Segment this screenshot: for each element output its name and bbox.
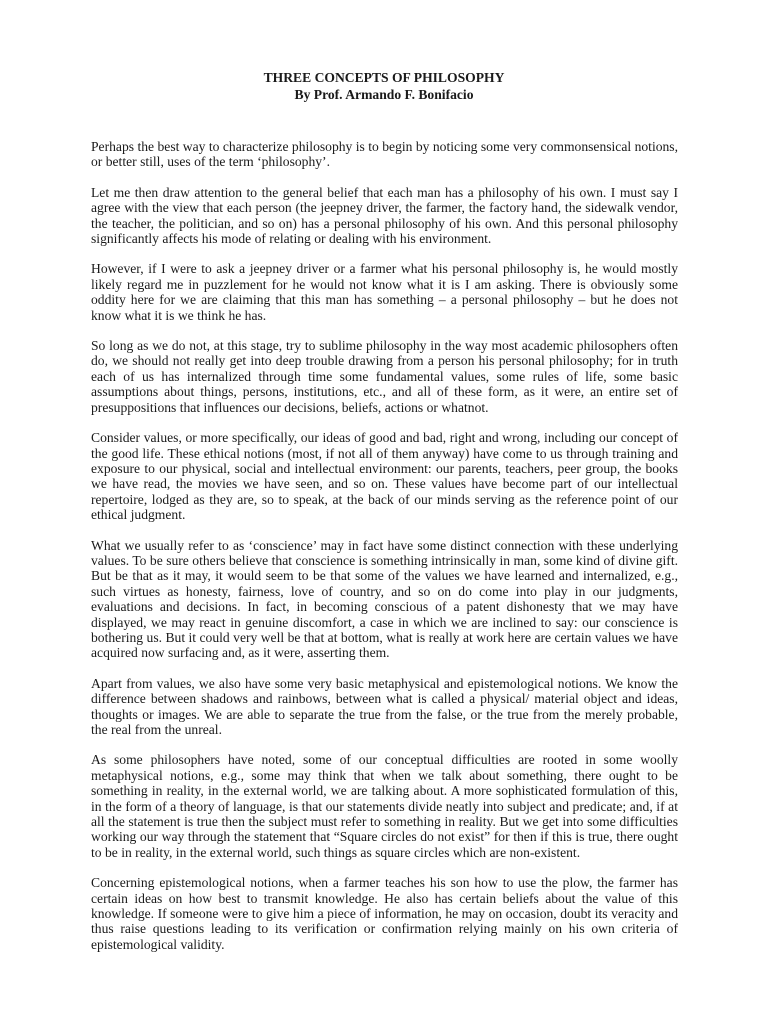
paragraph-2: Let me then draw attention to the general belief that each man has a philosophy of his own. I must say I agree with the view that each person (the jeepney driver, the farmer, the factory hand, the sidewalk vendor, the teacher, the politician, and so on) has a personal philosophy of his own. And this personal philosophy significantly affects his mode of relating or dealing with his environment. xyxy=(91,184,678,247)
title-block xyxy=(0,69,768,103)
paragraph-1: Perhaps the best way to characterize philosophy is to begin by noticing some very commonsensical notions, or better still, uses of the term ‘philosophy’. xyxy=(91,139,678,170)
paragraph-5: Consider values, or more specifically, our ideas of good and bad, right and wrong, including our concept of the good life. These ethical notions (most, if not all of them anyway) have come to us through training and exposure to our physical, social and intellectual environment: our parents, teachers, peer group, the books we have read, the movies we have seen, and so on. These values have become part of our intellectual repertoire, lodged as they are, so to speak, at the back of our minds serving as the reference point of our ethical judgment. xyxy=(91,430,678,523)
paragraph-7: Apart from values, we also have some very basic metaphysical and epistemological notions. We know the difference between shadows and rainbows, between what is called a physical/ material object and ideas, thoughts or images. We are able to separate the true from the false, or the true from the merely probable, the real from the unreal. xyxy=(91,675,678,737)
paragraph-6: What we usually refer to as ‘conscience’ may in fact have some distinct connection with these underlying values. To be sure others believe that conscience is something intrinsically in man, some kind of divine gift. But be that as it may, it would seem to be that some of the values we have learned and internalized, e.g., such virtues as honesty, fairness, love of country, and so on do come into play in our judgments, evaluations and decisions. In fact, in becoming conscious of a patent dishonesty that we may have displayed, we may react in genuine discomfort, a case in which we are inclined to say: our conscience is bothering us. But it could very well be that at bottom, what is really at work here are certain values we have acquired now surfacing and, as it were, asserting them. xyxy=(91,537,678,661)
paragraph-8: As some philosophers have noted, some of our conceptual difficulties are rooted in some woolly metaphysical notions, e.g., some may think that when we talk about something, there ought to be something in reality, in the external world, we are talking about. A more sophisticated formulation of this, in the form of a theory of language, is that our statements divide neatly into subject and predicate; and, if at all the statement is true then the subject must refer to something in reality. But we get into some difficulties working our way through the statement that “Square circles do not exist” for then if this is true, there ought to be in reality, in the external world, such things as square circles which are non-existent. xyxy=(91,752,678,860)
paragraph-9: Concerning epistemological notions, when a farmer teaches his son how to use the plow, the farmer has certain ideas on how best to transmit knowledge. He also has certain beliefs about the value of this knowledge. If someone were to give him a piece of information, he may on occasion, doubt its veracity and thus raise questions leading to its verification or confirmation relying mainly on his own criteria of epistemological validity. xyxy=(91,875,678,952)
paragraph-3: However, if I were to ask a jeepney driver or a farmer what his personal philosophy is, he would mostly likely regard me in puzzlement for he would not know what it is I am asking. There is obviously some oddity here for we are claiming that this man has something – a personal philosophy – but he does not know what it is we think he has. xyxy=(91,261,678,323)
paragraph-4: So long as we do not, at this stage, try to sublime philosophy in the way most academic philosophers often do, we should not really get into deep trouble drawing from a person his personal philosophy; for in truth each of us has internalized through time some fundamental values, some rules of life, some basic assumptions about things, persons, institutions, etc., and all of these form, as it were, an entire set of presuppositions that influences our decisions, beliefs, actions or whatnot. xyxy=(91,338,678,415)
author-line: By Prof. Armando F. Bonifacio xyxy=(294,87,474,102)
document-title: THREE CONCEPTS OF PHILOSOPHY xyxy=(263,70,505,85)
document-body xyxy=(91,139,678,967)
